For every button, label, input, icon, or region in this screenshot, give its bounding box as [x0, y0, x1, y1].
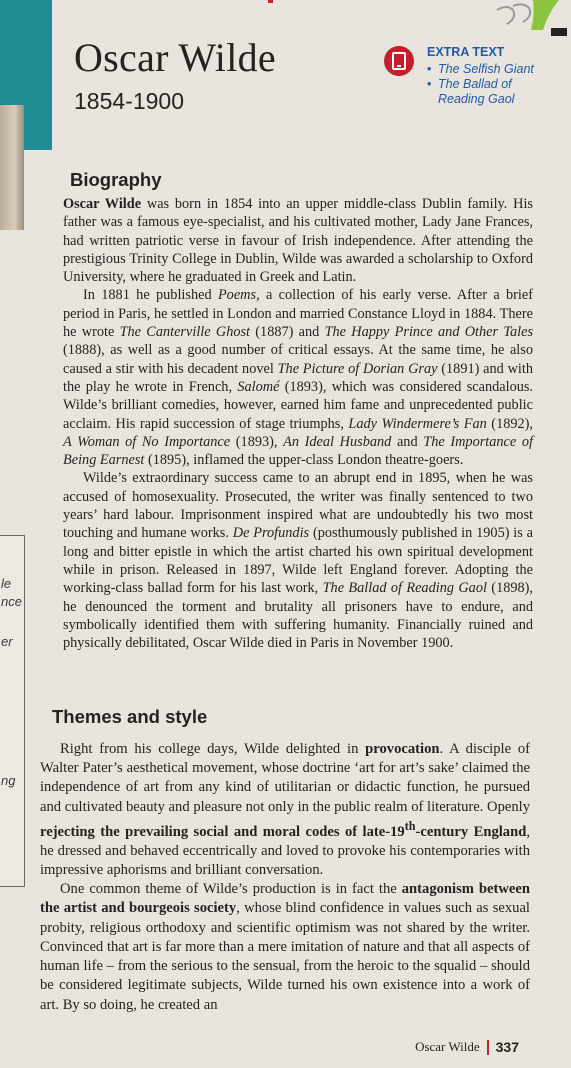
running-head: Oscar Wilde	[415, 1039, 480, 1054]
biography-paragraph: Wilde’s extraordinary success came to an abrupt end in 1895, when he was accused of homosexuality. Prosecuted, the writer was finally sentenced to two years’ hard labour. Imprisonment inspired what are undoubtedly his two most touching and humane works. De Profundis (posthumously published in 1905) is a long and bitter epistle in which the artist charted his own spiritual development while in prison. Released in 1897, Wilde left England forever. Adopting the working-class ballad form for his last work, The Ballad of Reading Gaol (1898), he denounced the torment and brutality all prisoners have to endure, and symbolically identified them with suffering humanity. Financially ruined and physically debilitated, Oscar Wilde died in Paris in November 1900.	[63, 470, 534, 652]
author-years: 1854-1900	[74, 88, 184, 114]
adjacent-column-box	[0, 535, 25, 887]
list-item: • The Ballad of Reading Gaol	[427, 77, 547, 107]
list-item: • The Selfish Giant	[427, 62, 547, 77]
margin-fragment: er	[1, 634, 13, 649]
page-number: 337	[495, 1039, 519, 1055]
biography-text	[63, 195, 533, 652]
biography-paragraph: In 1881 he published Poems, a collection of his early verse. After a brief period in Paris, he settled in London and married Constance Lloyd in 1884. There he wrote The Canterville Ghost (1887) and The Happy Prince and Other Tales (1888), as well as a good number of critical essays. At the same time, he also caused a stir with his decadent novel The Picture of Dorian Gray (1891) and with the play he wrote in French, Salomé (1893), which was considered scandalous. Wilde’s brilliant comedies, however, earned him fame and unprecedented public acclaim. His rapid succession of stage triumphs, Lady Windermere’s Fan (1892), A Woman of No Importance (1893), An Ideal Husband and The Importance of Being Earnest (1895), inflamed the upper-class London theatre-goers.	[63, 287, 534, 469]
extra-text-heading: EXTRA TEXT	[427, 45, 505, 59]
margin-fragment: nce	[1, 594, 22, 609]
themes-paragraph: Right from his college days, Wilde delighted in provocation. A disciple of Walter Pater’s aesthetical movement, whose doctrine ‘art for art’s sake’ claimed the independence of art from any kind of utilitarian or didactic function, he pursued and cultivated beauty and pleasure not only in the public realm of literature. Openly rejecting the prevailing social and moral codes of late-19th-century England, he dressed and behaved eccentrically and loved to provoke his contemporaries with impressive aphorisms and brilliant conversation.	[40, 741, 530, 879]
portrait-photo-fragment	[0, 105, 24, 230]
extra-text-list	[427, 62, 547, 107]
page-title: Oscar Wilde	[74, 35, 276, 80]
page-footer	[415, 1039, 519, 1055]
margin-fragment: ng	[1, 773, 16, 788]
corner-decoration	[491, 0, 571, 40]
footer-separator	[487, 1040, 489, 1055]
extra-text-box	[427, 45, 547, 107]
biography-heading: Biography	[70, 169, 162, 190]
tablet-icon	[384, 46, 414, 76]
top-red-mark	[268, 0, 273, 3]
themes-paragraph: One common theme of Wilde’s production is in fact the antagonism between the artist and bourgeois society, whose blind confidence in values such as sexual probity, religious orthodoxy and scientific optimism was not shared by the writer. Convinced that art is far more than a mere imitation of nature and that all aspects of human life – from the serious to the sensual, from the heroic to the squalid – should be considered legitimate subjects, Wilde turned his own existence into a work of art. By so doing, he created an	[40, 881, 530, 1013]
margin-fragment: le	[1, 576, 12, 591]
themes-heading: Themes and style	[52, 706, 208, 727]
biography-paragraph: Oscar Wilde was born in 1854 into an upper middle-class Dublin family. His father was a famous eye-specialist, and his cultivated mother, Lady Jane Frances, had written patriotic verse in favour of Irish independence. After attending the prestigious Trinity College in Dublin, Wilde was awarded a scholarship to Oxford University, where he graduated in Greek and Latin.	[63, 196, 533, 286]
themes-text	[40, 740, 530, 1015]
